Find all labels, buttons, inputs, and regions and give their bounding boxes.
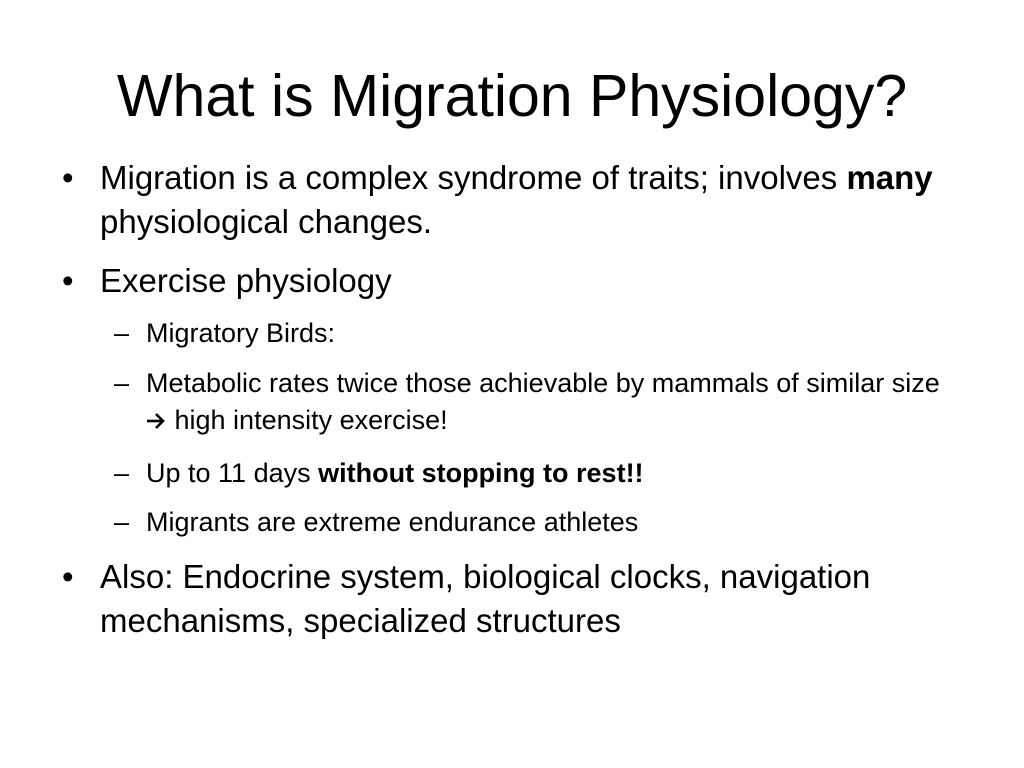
bullet-text [100,156,962,244]
bullet-text-part: physiological changes. [100,203,433,240]
right-arrow-icon [146,411,167,431]
sub-bullet-text-part: Metabolic rates twice those achievable by mammals of similar size [146,368,940,398]
bullet-also [62,555,942,643]
bullet-text: Also: Endocrine system, biological clocks, navigation mechanisms, specialized structures [100,558,871,639]
sub-bullet-metabolic-rates [114,365,944,439]
sub-bullet-text [146,365,944,439]
sub-bullet-endurance-athletes [114,504,974,541]
dash-marker: – [114,458,130,488]
bullet-migration-syndrome [62,156,962,244]
bullet-marker: • [62,262,74,299]
sub-bullet-eleven-days [114,455,974,492]
sub-bullet-text: Migrants are extreme endurance athletes [146,507,639,537]
sub-bullet-migratory-birds [114,315,974,352]
dash-marker: – [114,507,130,537]
sub-bullet-text: Migratory Birds: [146,318,336,348]
dash-marker: – [114,368,130,398]
sub-bullet-emphasis: without stopping to rest!! [318,458,644,488]
sub-bullet-text-part: Up to 11 days [146,458,319,488]
bullet-text: Exercise physiology [100,262,392,299]
sub-bullet-text-part: high intensity exercise! [167,405,448,435]
bullet-text-part: Migration is a complex syndrome of traits; involves [100,159,847,196]
dash-marker: – [114,318,130,348]
bullet-marker: • [62,159,74,196]
bullet-marker: • [62,558,74,595]
bullet-emphasis: many [846,159,933,196]
bullet-exercise-physiology [62,259,962,303]
slide-title: What is Migration Physiology? [116,63,908,129]
sub-bullet-text [146,455,974,492]
